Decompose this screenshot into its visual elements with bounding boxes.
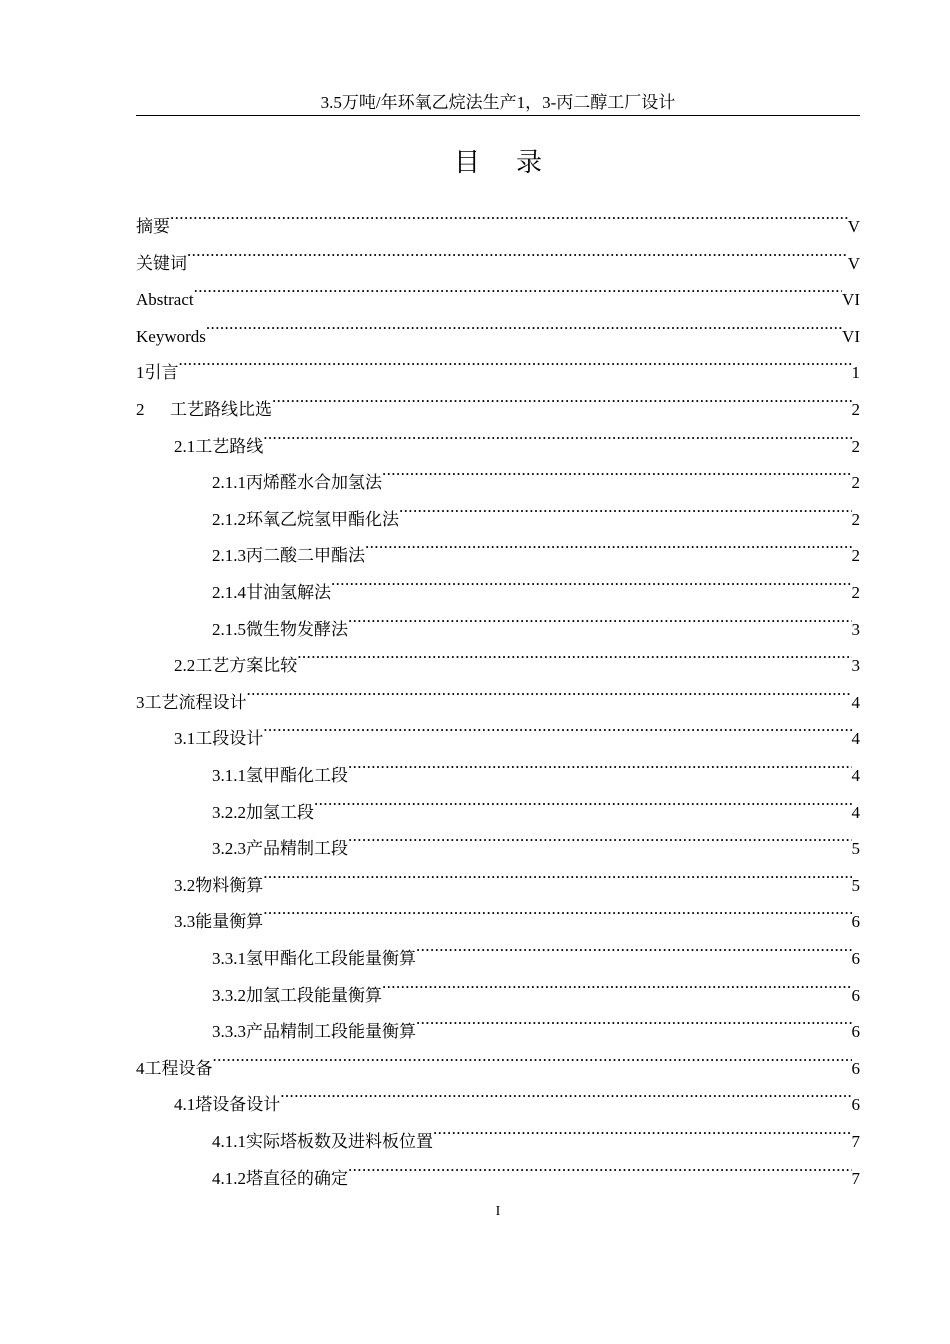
toc-dot-leader xyxy=(348,745,852,781)
toc-entry-number: 1 xyxy=(136,363,145,383)
toc-entry-number: 2.1.3 xyxy=(212,546,246,566)
toc-dot-leader xyxy=(272,379,852,415)
toc-entry-page: V xyxy=(847,217,860,236)
header-rule xyxy=(136,115,860,116)
toc-entry-number: 3.2 xyxy=(174,875,196,895)
toc-entry-text: 加氢工段 xyxy=(246,802,314,822)
toc-entry-page: 4 xyxy=(851,766,860,785)
toc-entry-page: 7 xyxy=(851,1132,860,1151)
toc-entry-text: 工艺路线 xyxy=(195,436,264,456)
toc-title: 目录 xyxy=(453,148,578,178)
toc-entry-text: 产品精制工段 xyxy=(246,839,348,859)
toc-entry-text: 工程设备 xyxy=(144,1058,213,1078)
toc-entry[interactable] xyxy=(174,416,860,456)
toc-entry[interactable] xyxy=(174,855,860,895)
toc-dot-leader xyxy=(280,1074,851,1110)
toc-entry[interactable] xyxy=(212,1148,860,1188)
toc-entry[interactable] xyxy=(212,782,860,822)
toc-entry-number: 4.1.2 xyxy=(212,1168,246,1188)
toc-entry-text: 工段设计 xyxy=(195,729,264,749)
toc-entry[interactable] xyxy=(136,342,860,383)
toc-dot-leader xyxy=(399,489,852,525)
toc-entry-text: 丙二酸二甲酯法 xyxy=(246,546,365,566)
toc-entry-page: 2 xyxy=(851,436,860,456)
toc-entry-text: 氢甲酯化工段 xyxy=(246,766,348,785)
toc-dot-leader xyxy=(331,562,852,598)
toc-entry[interactable] xyxy=(212,745,860,785)
toc-entry[interactable] xyxy=(136,1038,860,1078)
toc-dot-leader xyxy=(179,342,852,378)
toc-entry-text: 甘油氢解法 xyxy=(246,583,331,602)
toc-entry-number: 2.1 xyxy=(174,436,196,456)
toc-entry-page: VI xyxy=(842,290,860,310)
toc-entry-number: 3.3 xyxy=(174,912,196,932)
toc-entry-page: 2 xyxy=(851,400,860,419)
toc-entry-page: 4 xyxy=(851,802,860,822)
toc-entry[interactable] xyxy=(174,635,860,676)
toc-entry[interactable] xyxy=(212,489,860,529)
toc-entry-page: 2 xyxy=(851,509,860,529)
toc-entry-page: 6 xyxy=(851,985,860,1005)
toc-dot-leader xyxy=(348,1148,852,1184)
toc-entry-text: 关键词 xyxy=(136,253,187,273)
toc-dot-leader xyxy=(416,1001,852,1037)
toc-entry[interactable] xyxy=(212,818,860,859)
toc-entry-page: 6 xyxy=(851,1058,860,1078)
toc-entry-label xyxy=(212,1161,348,1197)
toc-entry-number: 2.1.2 xyxy=(212,509,246,529)
toc-entry-number: 3.3.3 xyxy=(212,1022,246,1042)
toc-entry-number: 3.3.2 xyxy=(212,985,246,1005)
toc-entry-number: 3.2.2 xyxy=(212,802,246,822)
running-header: 3.5万吨/年环氧乙烷法生产1，3-丙二醇工厂设计 xyxy=(320,93,676,112)
toc-dot-leader xyxy=(263,416,851,452)
toc-entry[interactable] xyxy=(212,1111,860,1151)
toc-entry[interactable] xyxy=(174,1074,860,1115)
toc-entry-page: 2 xyxy=(851,583,860,602)
toc-entry-page: 4 xyxy=(851,729,860,749)
toc-entry[interactable] xyxy=(136,306,860,346)
toc-entry[interactable] xyxy=(212,525,860,566)
toc-dot-leader xyxy=(213,1038,852,1074)
toc-entry-page: V xyxy=(847,253,860,273)
toc-entry[interactable] xyxy=(136,379,860,419)
toc-entry-page: 5 xyxy=(851,875,860,895)
toc-entry-number: 4 xyxy=(136,1058,145,1078)
toc-entry-page: VI xyxy=(842,326,860,346)
toc-entry-text: 丙烯醛水合加氢法 xyxy=(246,473,382,493)
toc-entry-page: 6 xyxy=(851,1095,860,1115)
toc-entry-page: 7 xyxy=(851,1168,860,1188)
toc-entry-number: 2.1.4 xyxy=(212,583,246,602)
toc-entry[interactable] xyxy=(136,269,860,310)
toc-dot-leader xyxy=(206,306,842,342)
page-number: I xyxy=(495,1204,501,1219)
toc-entry-number: 2 xyxy=(136,400,145,419)
toc-dot-leader xyxy=(187,233,848,269)
toc-entry-page: 3 xyxy=(851,619,860,639)
toc-entry-number: 2.2 xyxy=(174,656,196,676)
toc-entry[interactable] xyxy=(212,928,860,968)
toc-entry[interactable] xyxy=(136,196,860,236)
toc-entry-text: 环氧乙烷氢甲酯化法 xyxy=(246,509,399,529)
toc-dot-leader xyxy=(194,269,842,305)
toc-dot-leader xyxy=(247,672,852,708)
toc-entry-page: 6 xyxy=(851,949,860,968)
toc-entry-text: 能量衡算 xyxy=(195,912,264,932)
toc-dot-leader xyxy=(170,196,848,232)
toc-entry-text: 工艺流程设计 xyxy=(144,692,247,712)
toc-dot-leader xyxy=(263,855,851,891)
toc-entry-number: 3.3.1 xyxy=(212,949,246,968)
toc-entry-page: 6 xyxy=(851,1022,860,1042)
toc-entry-text: 塔直径的确定 xyxy=(246,1168,348,1188)
toc-entry-page: 3 xyxy=(851,656,860,676)
toc-dot-leader xyxy=(348,599,852,635)
toc-dot-leader xyxy=(365,525,852,561)
toc-entry-text: 工艺路线比选 xyxy=(170,400,272,419)
toc-entry-number: 2.1.5 xyxy=(212,619,246,639)
toc-entry-number: 3.2.3 xyxy=(212,839,246,859)
toc-dot-leader xyxy=(382,452,852,488)
toc-entry[interactable] xyxy=(212,965,860,1005)
toc-entry-text: 引言 xyxy=(144,363,179,383)
toc-entry[interactable] xyxy=(136,672,860,712)
toc-entry[interactable] xyxy=(174,708,860,749)
toc-entry-number: 4.1.1 xyxy=(212,1132,246,1151)
toc-entry-page: 6 xyxy=(851,912,860,932)
toc-dot-leader xyxy=(416,928,852,964)
toc-entry-number: 3 xyxy=(136,692,145,712)
toc-entry-text: 实际塔板数及进料板位置 xyxy=(246,1132,433,1151)
toc-entry-text: 塔设备设计 xyxy=(195,1095,281,1115)
toc-entry-page: 4 xyxy=(851,692,860,712)
toc-entry-text: 摘要 xyxy=(136,217,170,236)
toc-dot-leader xyxy=(297,635,851,671)
toc-entry[interactable] xyxy=(212,452,860,493)
toc-entry-text: 微生物发酵法 xyxy=(246,619,348,639)
toc-entry-text: Keywords xyxy=(136,326,206,346)
toc-dot-leader xyxy=(348,818,852,854)
toc-dot-leader xyxy=(382,965,852,1001)
toc-entry[interactable] xyxy=(212,1001,860,1042)
toc-entry-page: 1 xyxy=(851,363,860,383)
toc-entry[interactable] xyxy=(174,891,860,932)
toc-entry-text: 物料衡算 xyxy=(195,875,264,895)
toc-dot-leader xyxy=(314,782,852,818)
toc-entry-page: 2 xyxy=(851,546,860,566)
toc-entry-text: 产品精制工段能量衡算 xyxy=(246,1022,416,1042)
toc-entry[interactable] xyxy=(212,599,860,639)
toc-entry-text: 氢甲酯化工段能量衡算 xyxy=(246,949,416,968)
toc-dot-leader xyxy=(263,891,851,927)
toc-entry[interactable] xyxy=(212,562,860,602)
toc-entry[interactable] xyxy=(136,233,860,273)
toc-entry-page: 5 xyxy=(851,839,860,859)
toc-entry-number: 3.1.1 xyxy=(212,766,246,785)
toc-entry-number: 3.1 xyxy=(174,729,196,749)
toc-entry-text: Abstract xyxy=(136,290,194,310)
toc-dot-leader xyxy=(433,1111,852,1147)
toc-dot-leader xyxy=(263,708,851,744)
toc-entry-page: 2 xyxy=(851,473,860,493)
toc-entry-number: 4.1 xyxy=(174,1095,196,1115)
toc-entry-number: 2.1.1 xyxy=(212,473,246,493)
toc-entry-text: 工艺方案比较 xyxy=(195,656,298,676)
toc-entry-text: 加氢工段能量衡算 xyxy=(246,985,382,1005)
